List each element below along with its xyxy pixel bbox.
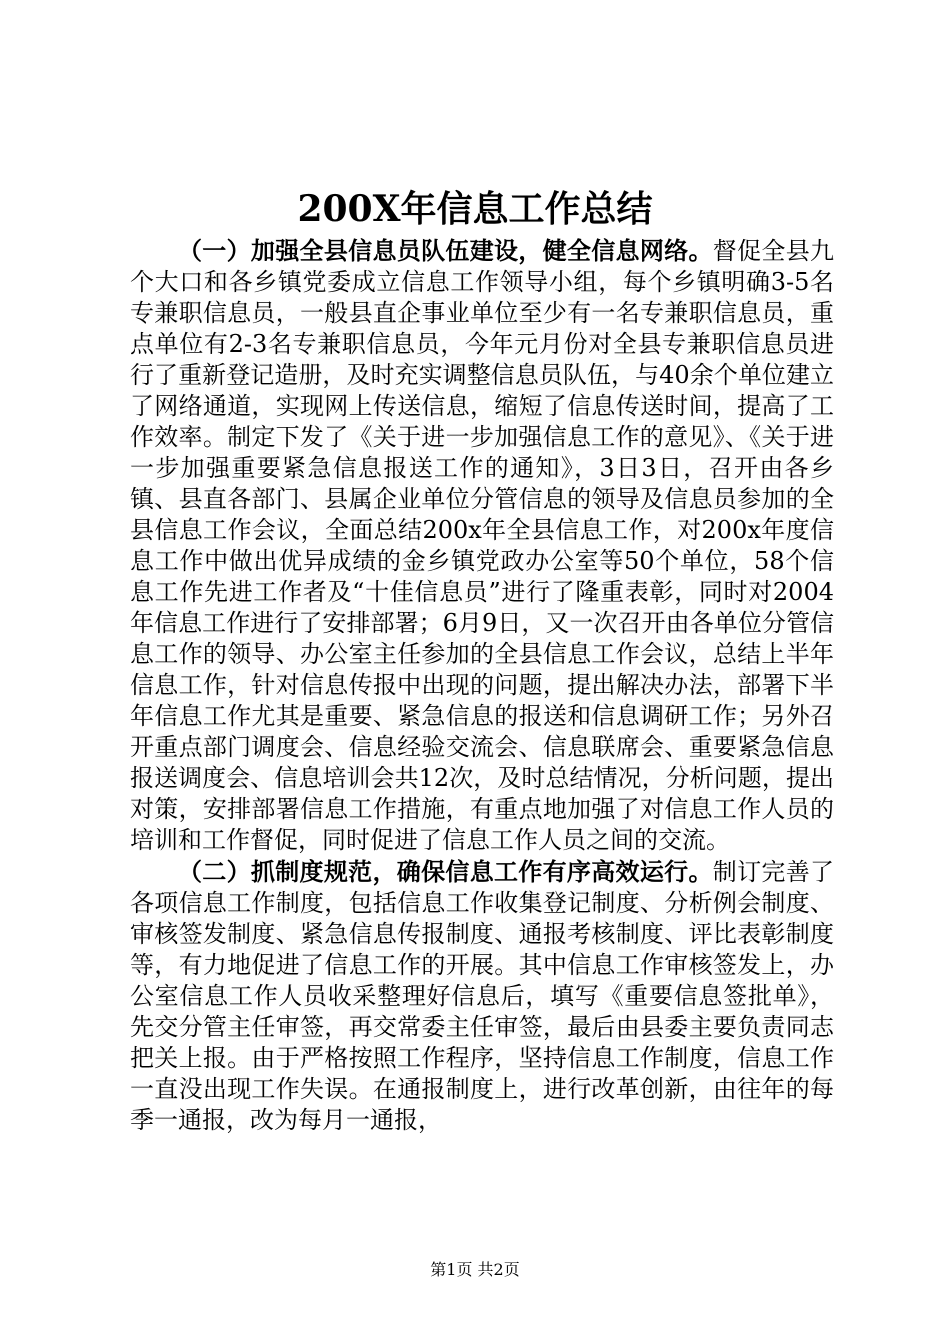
paragraph-1-text: 督促全县九个大口和各乡镇党委成立信息工作领导小组，每个乡镇明确3-5名专兼职信息员，一般县直企事业单位至少有一名专兼职信息员，重点单位有2-3名专兼职信息员，今年元月份对全县专兼职信息员进行了重新登记造册，及时充实调整信息员队伍，与40余个单位建立了网络通道，实现网上传送信息，缩短了信息传送时间，提高了工作效率。制定下发了《关于进一步加强信息工作的意见》、《关于进一步加强重要紧急信息报送工作的通知》，3日3日，召开由各乡镇、县直各部门、县属企业单位分管信息的领导及信息员参加的全县信息工作会议，全面总结200x年全县信息工作，对200x年度信息工作中做出优异成绩的金乡镇党政办公室等50个单位，58个信息工作先进工作者及“十佳信息员”进行了隆重表彰，同时对2004年信息工作进行了安排部署；6月9日，又一次召开由各单位分管信息工作的领导、办公室主任参加的全县信息工作会议，总结上半年信息工作，针对信息传报中出现的问题，提出解决办法，部署下半年信息工作尤其是重要、紧急信息的报送和信息调研工作；另外召开重点部门调度会、信息经验交流会、信息联席会、重要紧急信息报送调度会、信息培训会共12次，及时总结情况，分析问题，提出对策，安排部署信息工作措施，有重点地加强了对信息工作人员的培训和工作督促，同时促进了信息工作人员之间的交流。 xyxy=(130,237,835,854)
document-body xyxy=(130,235,834,1136)
paragraph-2-text: 制订完善了各项信息工作制度，包括信息工作收集登记制度、分析例会制度、审核签发制度、紧急信息传报制度、通报考核制度、评比表彰制度等，有力地促进了信息工作的开展。其中信息工作审核签发上，办公室信息工作人员收采整理好信息后，填写《重要信息签批单》，先交分管主任审签，再交常委主任审签，最后由县委主要负责同志把关上报。由于严格按照工作程序，坚持信息工作制度，信息工作一直没出现工作失误。在通报制度上，进行改革创新，由往年的每季一通报，改为每月一通报， xyxy=(130,858,835,1134)
paragraph-2-heading: （二）抓制度规范，确保信息工作有序高效运行。 xyxy=(178,857,713,886)
paragraph-2 xyxy=(130,856,834,1136)
paragraph-1-heading: （一）加强全县信息员队伍建设，健全信息网络。 xyxy=(178,236,713,265)
page-footer: 第1页 共2页 xyxy=(430,1260,520,1279)
page-title: 200X年信息工作总结 xyxy=(297,188,653,230)
paragraph-1 xyxy=(130,235,834,856)
